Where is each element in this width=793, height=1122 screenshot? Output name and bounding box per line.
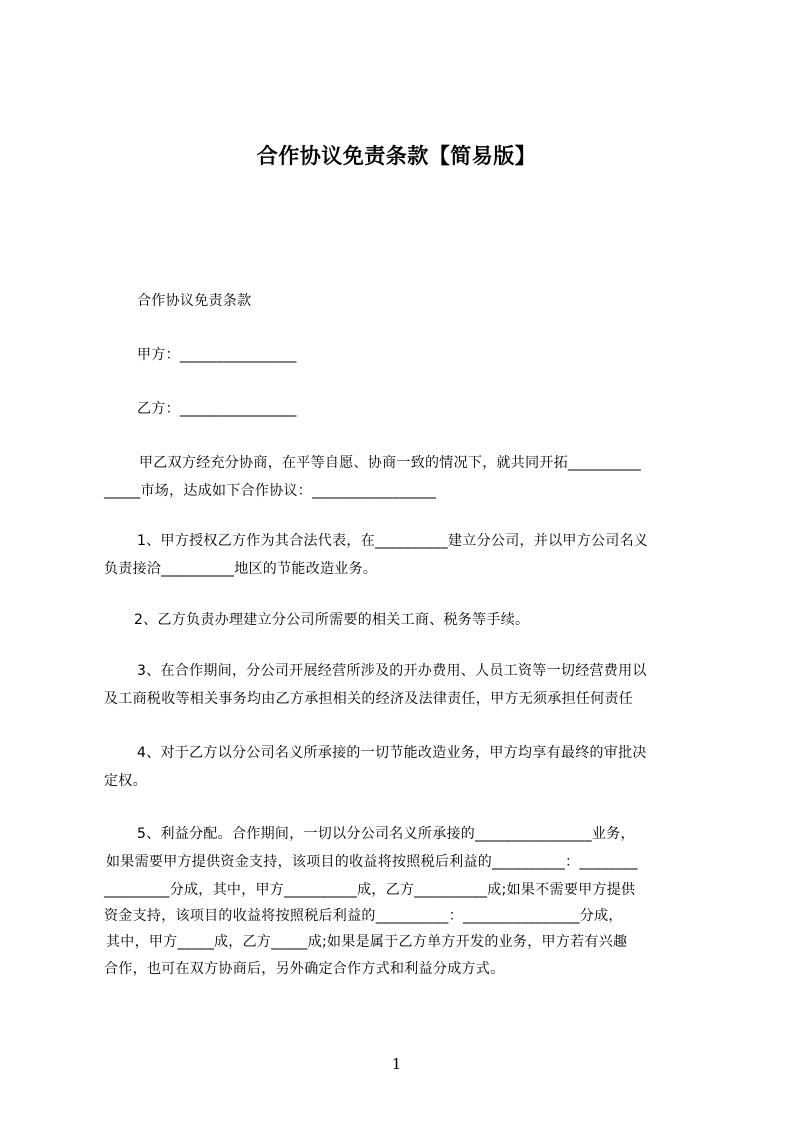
paragraph-line: _____市场，达成如下合作协议：_________________ xyxy=(104,483,437,499)
paragraph-line: 5、利益分配。合作期间，一切以分公司名义所承接的________________业务， xyxy=(137,826,635,842)
paragraph-line: 2、乙方负责办理建立分公司所需要的相关工商、税务等手续。 xyxy=(134,612,530,628)
paragraph-line: 负责接洽__________地区的节能改造业务。 xyxy=(104,561,378,577)
paragraph-line: 资金支持，该项目的收益将按照税后利益的__________：________________分成， xyxy=(104,908,623,924)
paragraph-line: 3、在合作期间，分公司开展经营所涉及的开办费用、人员工资等一切经营费用以 xyxy=(137,663,647,679)
document-title: 合作协议免责条款【简易版】 xyxy=(256,144,537,168)
party-b-line: 乙方：________________ xyxy=(137,401,297,417)
section-heading: 合作协议免责条款 xyxy=(137,293,252,309)
paragraph-line: 定权。 xyxy=(104,773,147,789)
paragraph-line: 1、甲方授权乙方作为其合法代表，在__________建立分公司，并以甲方公司名义 xyxy=(137,533,649,549)
paragraph-line: 4、对于乙方以分公司名义所承接的一切节能改造业务，甲方均享有最终的审批决 xyxy=(137,745,647,761)
paragraph-line: 合作，也可在双方协商后，另外确定合作方式和利益分成方式。 xyxy=(104,961,505,977)
party-a-line: 甲方：________________ xyxy=(137,347,297,363)
paragraph-line: 其中，甲方_____成，乙方_____成;如果是属于乙方单方开发的业务，甲方若有兴趣 xyxy=(106,934,628,950)
paragraph-line: _________分成，其中，甲方__________成，乙方__________成;如果不需要甲方提供 xyxy=(104,882,636,898)
paragraph-line: 及工商税收等相关事务均由乙方承担相关的经济及法律责任，甲方无须承担任何责任 xyxy=(104,691,634,707)
page-number: 1 xyxy=(391,1055,402,1073)
paragraph-line: 如果需要甲方提供资金支持，该项目的收益将按照税后利益的__________：________ xyxy=(106,854,638,870)
paragraph-line: 甲乙双方经充分协商，在平等自愿、协商一致的情况下，就共同开拓__________ xyxy=(139,455,641,471)
